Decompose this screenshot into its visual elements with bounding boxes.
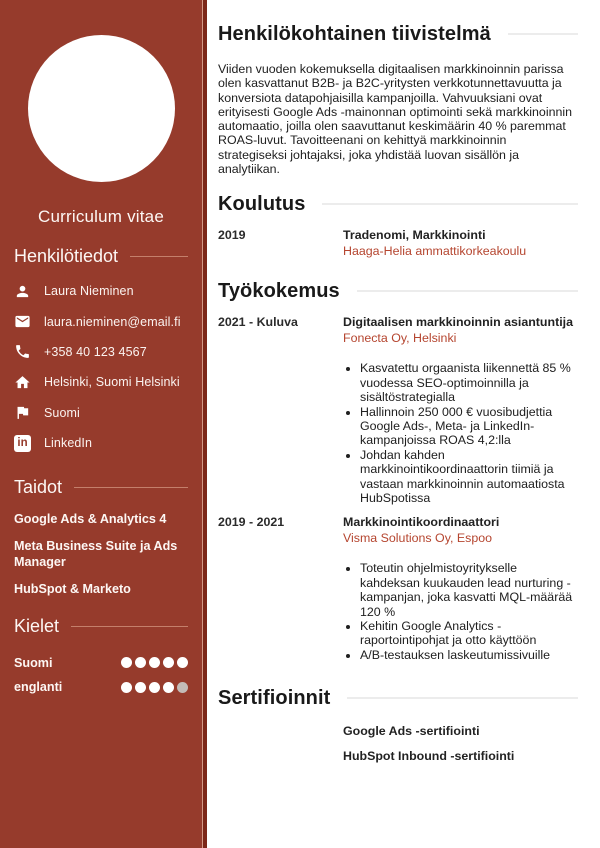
language-name: englanti [14, 680, 63, 695]
certifications-section [218, 686, 578, 764]
job-title: Digitaalisen markkinoinnin asiantuntija [343, 315, 573, 330]
job-entry-body [343, 315, 578, 505]
main-content [207, 0, 600, 848]
language-level-dot [135, 682, 146, 693]
certification-title: Google Ads -sertifiointi [343, 724, 480, 739]
job-bullet: • Johdan kahden markkinointikoordinaattorin tiimiä ja vastaan markkinoinnin automaatiosta HubSpotissa [360, 448, 578, 506]
education-section [218, 192, 578, 259]
job-bullet: • Toteutin ohjelmistoyritykselle kahdeksan kuukauden lead nurturing -kampanjan, joka kasvatti MQL-määrää 120 % [360, 561, 578, 619]
summary-heading-label: Henkilökohtainen tiivistelmä [218, 23, 491, 45]
contact-item [14, 428, 188, 458]
user-icon [14, 283, 31, 300]
contact-item [14, 398, 188, 428]
certification-period-empty [218, 724, 343, 739]
summary-text: Viiden vuoden kokemuksella digitaalisen markkinoinnin parissa olen kasvattanut B2B- ja B2C-yritysten verkkotunnettavuutta ja konversiota datapohjaisilla kampanjoilla. Vahvuuksiani ovat erityisesti Google Ads -mainonnan optimointi sekä markkinoinnin automaatio, joilla olen saavuttanut keskimäärin 40 % paremmat ROAS-luvut. Tavoitteenani on kehittyä markkinoinnin strategiseksi johtajaksi, joka yhdistää luovan sisällön ja analytiikan. [218, 62, 572, 177]
experience-section [218, 279, 578, 662]
summary-heading [218, 22, 578, 46]
contact-section-heading [14, 244, 188, 268]
language-item [14, 675, 188, 700]
contact-name: Laura Nieminen [44, 284, 134, 299]
language-level-dot [121, 657, 132, 668]
skills-section-heading [14, 475, 188, 499]
company-name: Visma Solutions Oy, Espoo [343, 531, 492, 546]
job-period: 2019 - 2021 [218, 515, 285, 530]
languages-list [14, 650, 188, 699]
degree-title: Tradenomi, Markkinointi [343, 228, 486, 243]
certification-entry [218, 749, 578, 764]
job-bullet-list [360, 561, 578, 662]
heading-rule [347, 697, 578, 699]
language-item [14, 650, 188, 675]
heading-divider [130, 256, 188, 257]
education-heading-label: Koulutus [218, 193, 306, 216]
language-level-dot [149, 657, 160, 668]
experience-heading-label: Työkokemus [218, 280, 340, 303]
contact-item [14, 337, 188, 367]
certifications-heading [218, 686, 578, 710]
skills-heading-label: Taidot [14, 477, 63, 498]
language-name: Suomi [14, 655, 53, 670]
language-level-dot [121, 682, 132, 693]
education-period: 2019 [218, 228, 246, 243]
heading-rule [508, 33, 578, 35]
heading-rule [322, 203, 578, 205]
job-bullet: • Kehitin Google Analytics -raportointipohjat ja otto käyttöön [360, 619, 578, 648]
contact-linkedin[interactable]: LinkedIn [44, 436, 93, 451]
languages-section-heading [14, 614, 188, 638]
phone-icon [14, 343, 31, 360]
contact-item [14, 276, 188, 306]
language-level-dots [121, 682, 188, 693]
skills-list [14, 511, 188, 597]
language-level-dot [135, 657, 146, 668]
heading-rule [357, 290, 578, 292]
contact-email[interactable]: laura.nieminen@email.fi [44, 314, 181, 329]
contact-phone: +358 40 123 4567 [44, 344, 147, 359]
language-level-dot [177, 682, 188, 693]
home-icon [14, 374, 31, 391]
job-bullet: • Kasvatettu orgaanista liikennettä 85 % vuodessa SEO-optimoinnilla ja sisältöstrategialla [360, 361, 578, 404]
contact-list [14, 276, 188, 458]
linkedin-icon [14, 435, 31, 452]
job-period: 2021 - Kuluva [218, 315, 298, 330]
experience-entry [218, 515, 578, 662]
languages-heading-label: Kielet [14, 616, 60, 637]
heading-divider [71, 626, 188, 627]
experience-entry [218, 315, 578, 505]
job-title: Markkinointikoordinaattori [343, 515, 500, 530]
skill-item: Google Ads & Analytics 4 [14, 512, 167, 527]
language-level-dots [121, 657, 188, 668]
contact-item [14, 367, 188, 397]
certifications-heading-label: Sertifioinnit [218, 687, 331, 710]
job-bullet: • Hallinnoin 250 000 € vuosibudjettia Google Ads-, Meta- ja LinkedIn-kampanjoissa ROAS 4,2:lla [360, 405, 578, 448]
job-bullet-list [360, 361, 578, 505]
school-name: Haaga-Helia ammattikorkeakoulu [343, 244, 527, 259]
envelope-icon [14, 313, 31, 330]
summary-section [218, 22, 578, 176]
education-entry [218, 228, 578, 259]
language-level-dot [149, 682, 160, 693]
contact-item [14, 306, 188, 336]
experience-heading [218, 279, 578, 303]
job-entry-body [343, 515, 578, 662]
education-entry-body [343, 228, 578, 259]
company-name: Fonecta Oy, Helsinki [343, 331, 457, 346]
certification-period-empty [218, 749, 343, 764]
skill-item: HubSpot & Marketo [14, 582, 131, 597]
avatar [28, 35, 175, 182]
certification-entry [218, 724, 578, 739]
certification-title: HubSpot Inbound -sertifiointi [343, 749, 515, 764]
cv-title: Curriculum vitae [37, 207, 164, 226]
language-level-dot [163, 682, 174, 693]
heading-divider [74, 487, 188, 488]
contact-heading-label: Henkilötiedot [14, 246, 119, 266]
education-heading [218, 192, 578, 216]
language-level-dot [177, 657, 188, 668]
contact-location: Helsinki, Suomi Helsinki [44, 375, 180, 390]
flag-icon [14, 404, 31, 421]
sidebar [0, 0, 202, 848]
skill-item: Meta Business Suite ja Ads Manager [14, 539, 178, 570]
language-level-dot [163, 657, 174, 668]
contact-nationality: Suomi [44, 405, 80, 420]
job-bullet: • A/B-testauksen laskeutumissivuille [360, 648, 578, 662]
